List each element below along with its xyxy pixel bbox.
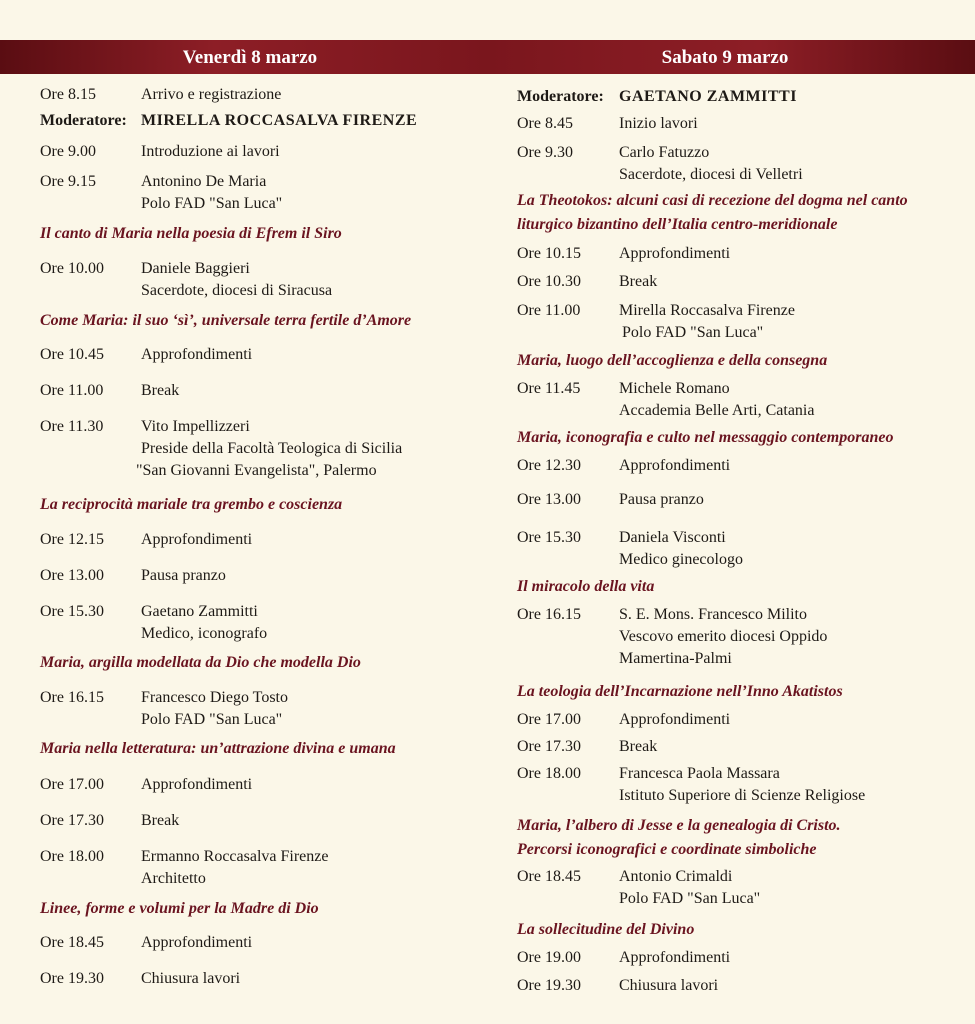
speaker-name: Ermanno Roccasalva Firenze [141,848,329,865]
talk-title: Maria, luogo dell’accoglienza e della consegna [517,352,828,369]
speaker-name: Gaetano Zammitti [141,603,258,620]
speaker-affiliation: Istituto Superiore di Scienze Religiose [619,787,866,804]
talk-title: Linee, forme e volumi per la Madre di Dio [40,900,319,917]
speaker-name: Mirella Roccasalva Firenze [619,302,795,319]
speaker-affiliation: Sacerdote, diocesi di Velletri [619,166,803,183]
speaker-affiliation: Polo FAD "San Luca" [141,195,283,212]
talk-title: Maria nella letteratura: un’attrazione divina e umana [40,740,396,757]
talk-title: La teologia dell’Incarnazione nell’Inno Akatistos [517,683,843,700]
speaker-affiliation-2: Mamertina-Palmi [619,650,732,667]
speaker-affiliation: Polo FAD "San Luca" [619,890,761,907]
speaker-name: Antonino De Maria [141,173,267,190]
talk-title: La Theotokos: alcuni casi di recezione del dogma nel canto liturgico bizantino dell’Italia centro-meridionale [517,192,908,233]
speaker-name: Daniele Baggieri [141,260,250,277]
speaker-affiliation: Vescovo emerito diocesi Oppido [619,628,828,645]
talk-title: Maria, l’albero di Jesse e la genealogia di Cristo. Percorsi iconografici e coordinate simboliche [517,817,841,858]
speaker-affiliation: Polo FAD "San Luca" [622,324,764,341]
talk-title: Maria, iconografia e culto nel messaggio contemporaneo [517,429,894,446]
talk-title: Il canto di Maria nella poesia di Efrem il Siro [40,225,342,242]
talk-title: La reciprocità mariale tra grembo e coscienza [40,496,343,513]
talk-title: La sollecitudine del Divino [517,921,695,938]
speaker-name: Daniela Visconti [619,529,726,546]
talk-title: Come Maria: il suo ‘sì’, universale terra fertile d’Amore [40,312,412,329]
speaker-affiliation: Architetto [141,870,206,887]
speaker-name: Francesca Paola Massara [619,765,780,782]
speaker-name: Antonio Crimaldi [619,868,733,885]
speaker-affiliation: Medico, iconografo [141,625,268,642]
speaker-name: Carlo Fatuzzo [619,144,710,161]
speaker-affiliation: Sacerdote, diocesi di Siracusa [141,282,333,299]
talk-title: Il miracolo della vita [517,578,655,595]
speaker-affiliation: Accademia Belle Arti, Catania [619,402,815,419]
speaker-affiliation: Preside della Facoltà Teologica di Sicilia [141,440,403,457]
speaker-affiliation-2: "San Giovanni Evangelista", Palermo [136,462,377,479]
program-page: Venerdì 8 marzo Sabato 9 marzo Ore 8.15 Arrivo e registrazione Moderatore: MIRELLA ROCCASALVA FIRENZE Ore 9.00 Introduzione ai lavori Ore 9.15 Antonino De Maria Polo FAD "San Luca" Il canto di Maria nella poesia di Efrem il Siro Ore 10.00 Daniele Baggieri Sacerdote, diocesi di Siracusa Come Maria: il suo ‘sì’, universale terra fertile d’Amore Ore 10.45 Approfondimenti Ore 11.00 Break Ore 11.30 Vito Impellizzeri Preside della Facoltà Teologica di Sicilia "San Giovanni Evangelista", Palermo La reciprocità mariale tra grembo e coscienza Ore 12.15 Approfondimenti Ore 13.00 Pausa pranzo Ore 15.30 Gaetano Zammitti Medico, iconografo Maria, argilla modellata da Dio che modella Dio Ore 16.15 Francesco Diego Tosto Polo FAD "San Luca" Maria nella letteratura: un’attrazione divina e umana Ore 17.00 Approfondimenti Ore 17.30 Break Ore 18.00 Ermanno Roccasalva Firenze Architetto Linee, forme e volumi per la Madre di Dio Ore 18.45 Approfondimenti Ore 19.30 Chiusura lavori Moderatore: GAETANO ZAMMITTI Ore 8.45 Inizio lavori Ore 9.30 Carlo Fatuzzo Sacerdote, diocesi di Velletri La Theotokos: alcuni casi di recezione del dogma nel canto liturgico bizantino dell’Italia centro-meridionale Ore 10.15 Approfondimenti Ore 10.30 Break Ore 11.00 Mirella Roccasalva Firenze Polo FAD "San Luca" Maria, luogo dell’accoglienza e della consegna Ore 11.45 Michele Romano Accademia Belle Arti, Catania Maria, iconografia e culto nel messaggio contemporaneo Ore 12.30 Approfondimenti Ore 13.00 Pausa pranzo Ore 15.30 Daniela Visconti Medico ginecologo Il miracolo della vita Ore 16.15 S. E. Mons. Francesco Milito Vescovo emerito diocesi Oppido Mamertina-Palmi La teologia dell’Incarnazione nell’Inno Akatistos Ore 17.00 Approfondimenti Ore 17.30 Break Ore 18.00 Francesca Paola Massara Istituto Superiore di Scienze Religiose Maria, l’albero di Jesse e la genealogia di Cristo. Percorsi iconografici e coordinate simboliche Ore 18.45 Antonio Crimaldi Polo FAD "San Luca" La sollecitudine del Divino Ore 19.00 Approfondimenti Ore 19.30 Chiusura lavori [0,0,975,1024]
speaker-name: S. E. Mons. Francesco Milito [619,606,807,623]
saturday-title: Sabato 9 marzo [661,47,789,68]
speaker-affiliation: Medico ginecologo [619,551,743,568]
speaker-name: Vito Impellizzeri [141,418,250,435]
talk-title: Maria, argilla modellata da Dio che modella Dio [40,654,361,671]
speaker-name: Michele Romano [619,380,730,397]
speaker-affiliation: Polo FAD "San Luca" [141,711,283,728]
friday-title: Venerdì 8 marzo [182,47,318,68]
speaker-name: Francesco Diego Tosto [141,689,288,706]
